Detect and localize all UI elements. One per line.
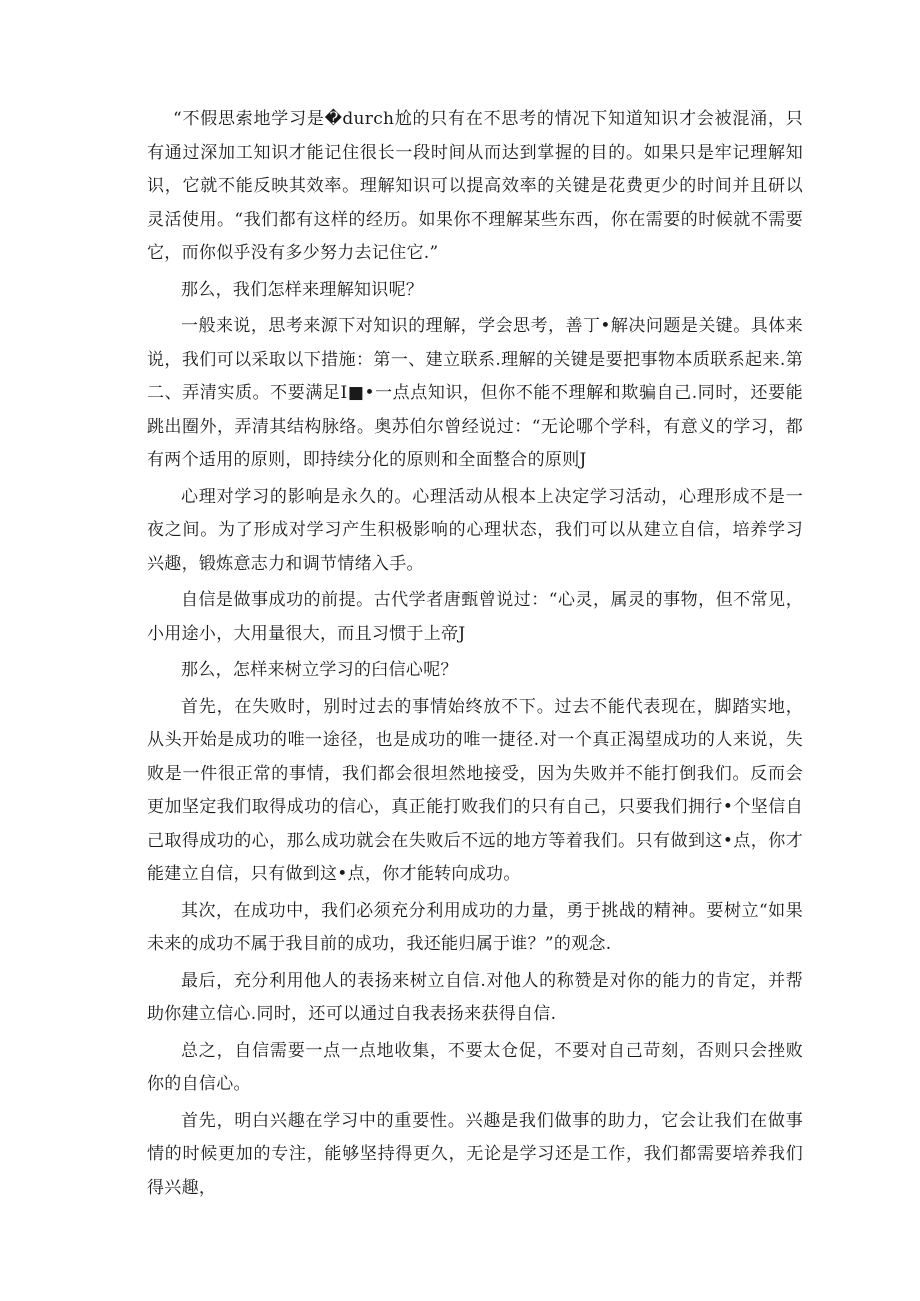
paragraph-interest: 首先，明白兴趣在学习中的重要性。兴趣是我们做事的助力，它会让我们在做事情的时候更加的专注，能够坚持得更久，无论是学习还是工作，我们都需要培养我们得兴趣， <box>147 1110 803 1198</box>
paragraph-intro-quote: “不假思索地学习是�durch尬的只有在不思考的情况下知道知识才会被混涌，只有通过深加工知识才能记住很长一段时间从而达到掌握的目的。如果只是牢记理解知识，它就不能反映其效率。理解知识可以提高效率的关键是花费更少的时间并且研以灵活使用。“我们都有这样的经历。如果你不理解某些东西，你在需要的时候就不需要它，而你似乎没有多少努力去记住它.” <box>147 109 803 263</box>
paragraph-confidence: 自信是做事成功的前提。古代学者唐甄曾说过：“心灵，属灵的事物，但不常见，小用途小，大用量很大，而且习惯于上帝J <box>147 590 803 644</box>
paragraph-second-success: 其次，在成功中，我们必须充分利用成功的力量，勇于挑战的精神。要树立“如果未来的成功不属于我目前的成功，我还能归属于谁？”的观念. <box>147 900 803 954</box>
paragraph-last-praise: 最后，充分利用他人的表扬来树立自信.对他人的称赞是对你的能力的肯定，并帮助你建立信心.同时，还可以通过自我表扬来获得自信. <box>147 970 803 1024</box>
paragraph-psychology: 心理对学习的影响是永久的。心理活动从根本上决定学习活动，心理形成不是一夜之间。为了形成对学习产生积极影响的心理状态，我们可以从建立自信，培养学习兴趣，锻炼意志力和调节情绪入手。 <box>147 486 803 574</box>
paragraph-first-failure: 首先，在失败时，别时过去的事情始终放不下。过去不能代表现在，脚踏实地，从头开始是成功的唯一途径，也是成功的唯一捷径.对一个真正渴望成功的人来说，失败是一件很正常的事情，我们都会很坦然地接受，因为失败并不能打倒我们。反而会更加坚定我们取得成功的信心，真正能打败我们的只有自己，只要我们拥行•个坚信自己取得成功的心，那么成功就会在失败后不远的地方等着我们。只有做到这•点，你才能建立自信，只有做到这•点，你才能转向成功。 <box>147 696 803 884</box>
paragraph-understanding-methods: 一般来说，思考来源下对知识的理解，学会思考，善丁•解决问题是关键。具体来说，我们可以采取以下措施：第一、建立联系.理解的关键是要把事物本质联系起来.第二、弄清实质。不要满足I■•一点点知识，但你不能不理解和欺骗自己.同时，还要能跳出圈外，弄清其结构脉络。奥苏伯尔曾经说过：“无论哪个学科，有意义的学习，都有两个适用的原则，即持续分化的原则和全面整合的原则J <box>147 316 803 470</box>
paragraph-question-confidence: 那么，怎样来树立学习的臼信心呢？ <box>181 660 458 680</box>
document-page <box>147 103 803 1208</box>
paragraph-question-understanding: 那么，我们怎样来理解知识呢？ <box>181 279 424 300</box>
paragraph-summary: 总之，自信需要一点一点地收集，不要太仓促，不要对自己苛刻，否则只会挫败你的自信心。 <box>147 1040 803 1094</box>
